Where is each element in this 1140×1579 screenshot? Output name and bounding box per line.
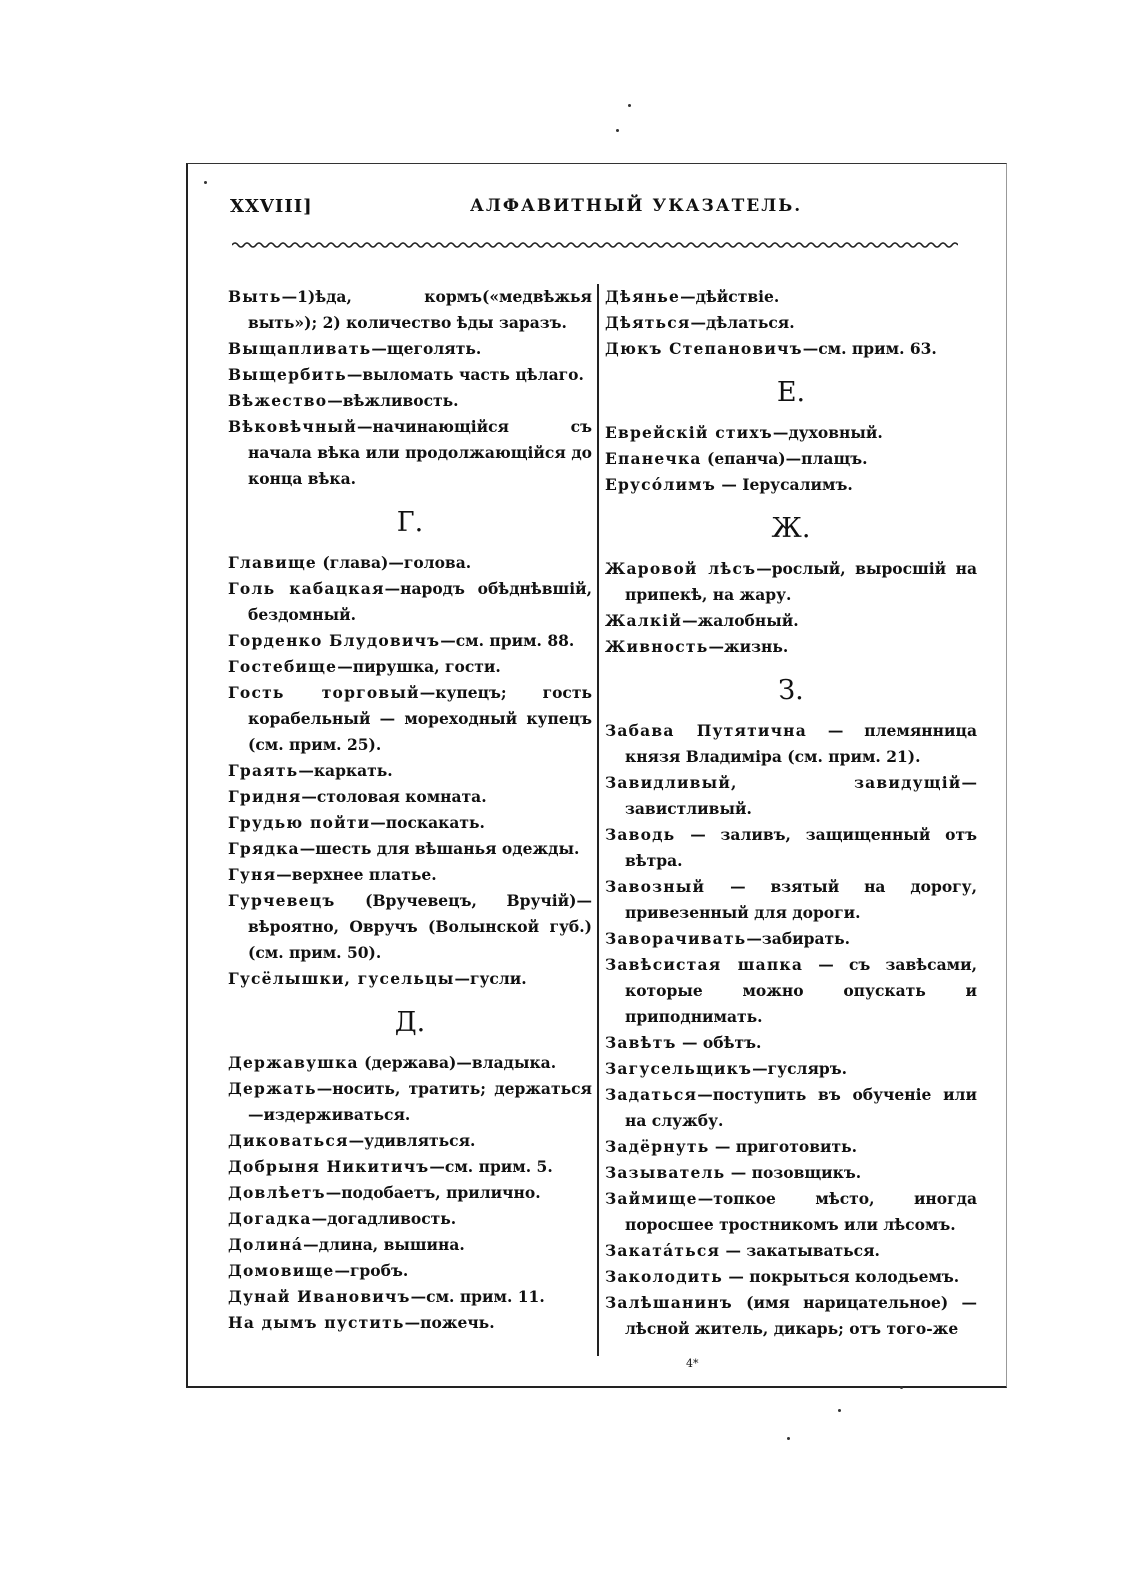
headword: Закатáться	[605, 1241, 721, 1260]
headword: Долина́	[228, 1235, 304, 1254]
section-letter: Г.	[396, 507, 424, 538]
headword: Забава Путятична	[605, 721, 807, 740]
headword: Гуня	[228, 865, 277, 884]
definition: (имя нарицательное) — лѣсной житель, дикарь; отъ того-же	[625, 1293, 977, 1338]
definition: —гусляръ.	[752, 1059, 848, 1078]
speck	[787, 1437, 790, 1440]
definition: —завистливый.	[625, 773, 977, 818]
index-entry	[228, 1232, 592, 1258]
headword: Дѣянье	[605, 287, 681, 306]
index-entry	[605, 446, 977, 472]
section-letter: Ж.	[771, 513, 811, 544]
definition: —см. прим. 5.	[429, 1157, 553, 1176]
index-entry	[228, 550, 592, 576]
index-entry	[605, 822, 977, 874]
headword: Ерусо́лимъ	[605, 475, 716, 494]
section-letter: Е.	[776, 377, 806, 408]
section-letter: Д.	[394, 1007, 426, 1038]
definition: (епанча)—плащъ.	[701, 449, 868, 468]
definition: —поступить въ обученіе или на службу.	[625, 1085, 977, 1130]
definition: — заливъ, защищенный отъ вѣтра.	[625, 825, 977, 870]
headword: Загусельщикъ	[605, 1059, 753, 1078]
headword: Задаться	[605, 1085, 698, 1104]
speck	[616, 129, 619, 132]
index-entry	[228, 680, 592, 758]
definition: —жалобный.	[682, 611, 799, 630]
index-entry	[605, 556, 977, 608]
headword: На дымъ пустить	[228, 1313, 405, 1332]
headword: Довлѣетъ	[228, 1183, 326, 1202]
definition: (держава)—владыка.	[358, 1053, 557, 1072]
index-entry	[228, 628, 592, 654]
index-entry	[605, 1238, 977, 1264]
index-entry	[228, 1284, 592, 1310]
index-entry	[228, 1050, 592, 1076]
headword: Вѣковѣчный	[228, 417, 357, 436]
headword: Задёрнуть	[605, 1137, 710, 1156]
definition: —духовный.	[772, 423, 883, 442]
page-title: АЛФАВИТНЫЙ УКАЗАТЕЛЬ.	[470, 196, 803, 216]
index-entry	[228, 758, 592, 784]
headword: Вѣжество	[228, 391, 328, 410]
headword: Дѣяться	[605, 313, 691, 332]
index-entry	[605, 1030, 977, 1056]
headword: Завѣтъ	[605, 1033, 677, 1052]
index-entry	[228, 414, 592, 492]
definition: (Вручевецъ, Вручій)—вѣроятно, Овручъ (Волынской губ.) (см. прим. 50).	[248, 891, 592, 962]
index-entry	[605, 472, 977, 498]
definition: —1)ѣда, кормъ(«медвѣжья выть»); 2) количество ѣды заразъ.	[248, 287, 592, 332]
headword: Заворачивать	[605, 929, 747, 948]
definition: —носить, тратить; держаться—издерживаться.	[248, 1079, 592, 1124]
definition: —жизнь.	[708, 637, 789, 656]
headword: Еврейскій стихъ	[605, 423, 773, 442]
index-entry	[228, 888, 592, 966]
left-column	[228, 284, 592, 1336]
headword: Грудью пойти	[228, 813, 371, 832]
definition: — взятый на дорогу, привезенный для дороги.	[625, 877, 977, 922]
index-entry	[605, 1160, 977, 1186]
definition: —удивляться.	[348, 1131, 476, 1150]
definition: —шесть для вѣшанья одежды.	[299, 839, 580, 858]
right-column	[605, 284, 977, 1342]
definition: — съ завѣсами, которые можно опускать и приподнимать.	[625, 955, 977, 1026]
headword: Завѣсистая шапка	[605, 955, 804, 974]
definition: —поскакать.	[370, 813, 485, 832]
index-entry	[228, 1206, 592, 1232]
index-entry	[605, 770, 977, 822]
speck	[628, 104, 631, 107]
index-entry	[228, 862, 592, 888]
index-entry	[605, 1290, 977, 1342]
definition: —см. прим. 11.	[410, 1287, 545, 1306]
index-entry	[228, 654, 592, 680]
headword: Дунай Ивановичъ	[228, 1287, 411, 1306]
index-entry	[228, 336, 592, 362]
definition: —выломать часть цѣлаго.	[346, 365, 584, 384]
definition: (глава)—голова.	[316, 553, 472, 572]
index-entry	[605, 926, 977, 952]
definition: —пожечь.	[404, 1313, 495, 1332]
definition: — Іерусалимъ.	[715, 475, 853, 494]
index-entry	[605, 634, 977, 660]
definition: —длина, вышина.	[303, 1235, 465, 1254]
definition: —гусли.	[454, 969, 527, 988]
headword: Догадка	[228, 1209, 312, 1228]
definition: — закатываться.	[720, 1241, 880, 1260]
index-entry	[605, 1082, 977, 1134]
index-entry	[605, 874, 977, 926]
definition: —рослый, выросшій на припекѣ, на жару.	[625, 559, 977, 604]
headword: Гридня	[228, 787, 302, 806]
index-entry	[228, 966, 592, 992]
headword: Гость торговый	[228, 683, 420, 702]
index-entry	[605, 952, 977, 1030]
headword: Выть	[228, 287, 282, 306]
definition: —см. прим. 63.	[802, 339, 937, 358]
definition: —народъ обѣднѣвшій, бездомный.	[248, 579, 592, 624]
index-entry	[605, 420, 977, 446]
wavy-rule	[232, 240, 958, 250]
definition: —дѣлаться.	[690, 313, 795, 332]
headword: Заводь	[605, 825, 676, 844]
index-entry	[228, 284, 592, 336]
definition: —столовая комната.	[301, 787, 487, 806]
index-entry	[228, 1128, 592, 1154]
definition: — обѣтъ.	[676, 1033, 762, 1052]
index-entry	[228, 1180, 592, 1206]
speck	[900, 1386, 903, 1389]
definition: — покрыться колодьемъ.	[722, 1267, 960, 1286]
index-entry	[605, 1264, 977, 1290]
section-letter: З.	[778, 675, 804, 706]
headword: Домовище	[228, 1261, 335, 1280]
index-entry	[228, 362, 592, 388]
definition: —забирать.	[746, 929, 851, 948]
index-entry	[228, 1258, 592, 1284]
definition: —каркать.	[298, 761, 393, 780]
definition: —щеголять.	[371, 339, 482, 358]
index-entry	[605, 1186, 977, 1238]
headword: Залѣшанинъ	[605, 1293, 733, 1312]
headword: Гурчевецъ	[228, 891, 336, 910]
definition: —верхнее платье.	[276, 865, 437, 884]
headword: Гостебище	[228, 657, 338, 676]
definition: —топкое мѣсто, иногда поросшее тростникомъ или лѣсомъ.	[625, 1189, 977, 1234]
headword: Главище	[228, 553, 317, 572]
headword: Горденко Блудовичъ	[228, 631, 441, 650]
signature-mark: 4*	[686, 1357, 699, 1370]
headword: Диковаться	[228, 1131, 349, 1150]
headword: Зазыватель	[605, 1163, 726, 1182]
headword: Завидливый, завидущій	[605, 773, 962, 792]
definition: — приготовить.	[709, 1137, 857, 1156]
index-entry	[605, 284, 977, 310]
headword: Заколодить	[605, 1267, 723, 1286]
page-number: XXVIII]	[230, 196, 313, 217]
headword: Выщербить	[228, 365, 347, 384]
definition: — позовщикъ.	[725, 1163, 862, 1182]
index-entry	[605, 608, 977, 634]
headword: Добрыня Никитичъ	[228, 1157, 430, 1176]
definition: —дѣйствіе.	[680, 287, 780, 306]
index-entry	[228, 1154, 592, 1180]
index-entry	[605, 1134, 977, 1160]
definition: —гробъ.	[334, 1261, 409, 1280]
definition: —пирушка, гости.	[337, 657, 501, 676]
index-entry	[228, 810, 592, 836]
speck	[838, 1409, 841, 1412]
index-entry	[228, 784, 592, 810]
index-entry	[228, 388, 592, 414]
definition: —догадливость.	[311, 1209, 457, 1228]
index-entry	[605, 336, 977, 362]
running-header	[230, 196, 970, 226]
definition: —вѣжливость.	[327, 391, 459, 410]
headword: Выщапливать	[228, 339, 372, 358]
index-entry	[228, 836, 592, 862]
headword: Голь кабацкая	[228, 579, 385, 598]
definition: —купецъ; гость корабельный — мореходный купецъ (см. прим. 25).	[248, 683, 592, 754]
headword: Займище	[605, 1189, 698, 1208]
headword: Дюкъ Степановичъ	[605, 339, 803, 358]
headword: Державушка	[228, 1053, 359, 1072]
definition: — племянница князя Владиміра (см. прим. 21).	[625, 721, 977, 766]
index-entry	[605, 310, 977, 336]
index-entry	[605, 718, 977, 770]
index-entry	[228, 576, 592, 628]
definition: —см. прим. 88.	[440, 631, 575, 650]
headword: Завозный	[605, 877, 706, 896]
headword: Держать	[228, 1079, 317, 1098]
headword: Граять	[228, 761, 299, 780]
index-entry	[228, 1076, 592, 1128]
definition: —подобаетъ, прилично.	[325, 1183, 541, 1202]
headword: Живность	[605, 637, 709, 656]
index-entry	[228, 1310, 592, 1336]
index-entry	[605, 1056, 977, 1082]
speck	[204, 181, 207, 184]
column-divider	[597, 284, 599, 1356]
headword: Епанечка	[605, 449, 702, 468]
headword: Жалкій	[605, 611, 683, 630]
headword: Грядка	[228, 839, 300, 858]
headword: Гусёлышки, гусельцы	[228, 969, 455, 988]
definition: —начинающійся съ начала вѣка или продолжающійся до конца вѣка.	[248, 417, 592, 488]
headword: Жаровой лѣсъ	[605, 559, 757, 578]
